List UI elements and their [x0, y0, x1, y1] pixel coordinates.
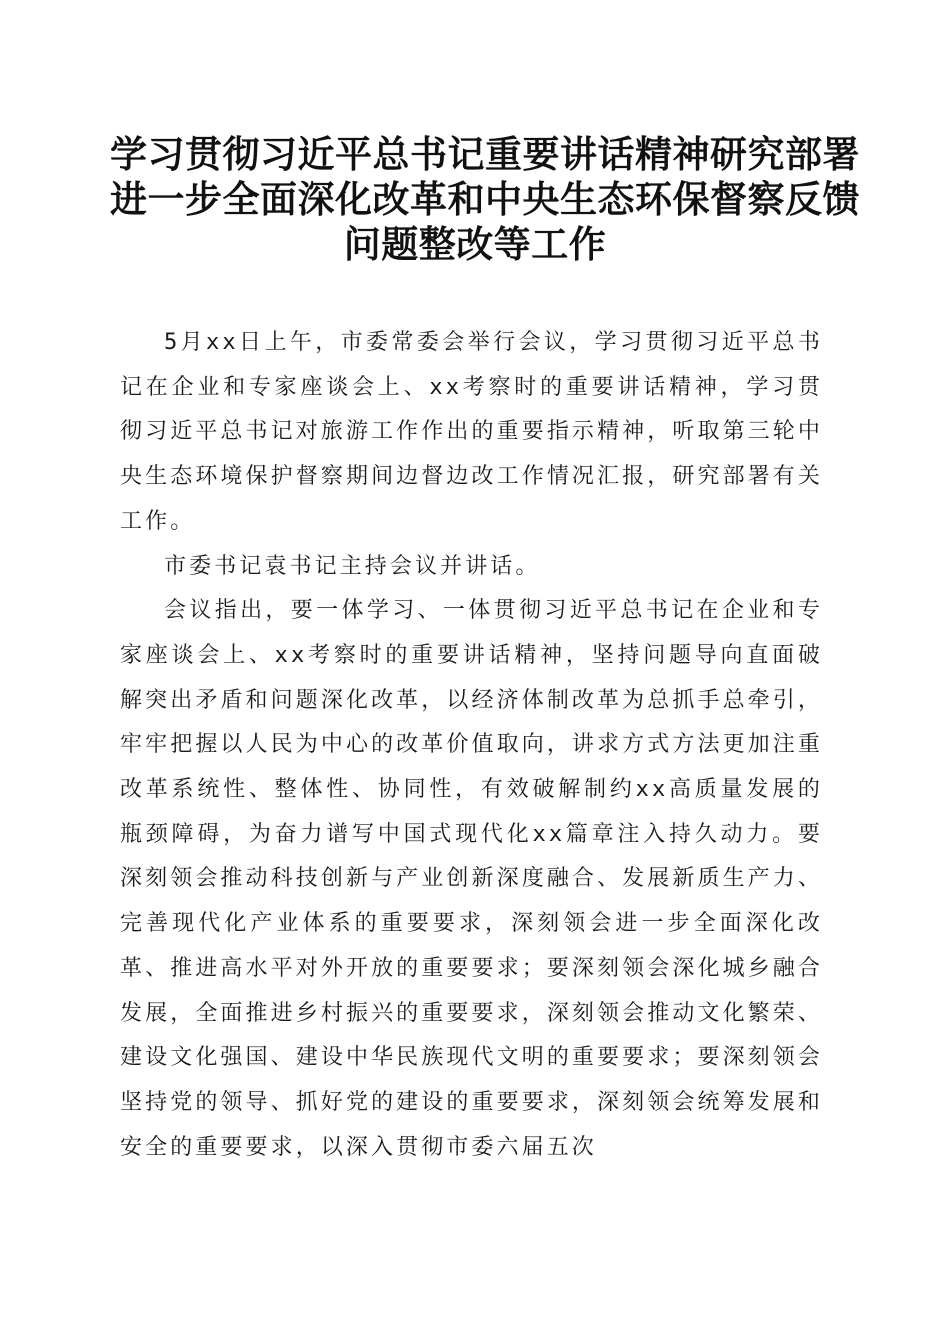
document-body: [120, 321, 823, 1170]
paragraph-chair: 市委书记袁书记主持会议并讲话。: [164, 553, 541, 579]
paragraph-meeting-points: 会议指出，要一体学习、一体贯彻习近平总书记在企业和专家座谈会上、xx考察时的重要讲话精神，坚持问题导向直面破解突出矛盾和问题深化改革，以经济体制改革为总抓手总牵引，牢牢把握以人民为中心的改革价值取向，讲求方式方法更加注重改革系统性、整体性、协同性，有效破解制约xx高质量发展的瓶颈障碍，为奋力谱写中国式现代化xx篇章注入持久动力。要深刻领会推动科技创新与产业创新深度融合、发展新质生产力、完善现代化产业体系的重要要求，深刻领会进一步全面深化改革、推进高水平对外开放的重要要求；要深刻领会深化城乡融合发展，全面推进乡村振兴的重要要求，深刻领会推动文化繁荣、建设文化强国、建设中华民族现代文明的重要要求；要深刻领会坚持党的领导、抓好党的建设的重要要求，深刻领会统筹发展和安全的重要要求，以深入贯彻市委六届五次: [120, 598, 823, 1160]
title-line-2: 进一步全面深化改革和中央生态环保督察反馈: [110, 177, 860, 221]
title-line-3: 问题整改等工作: [343, 222, 607, 266]
document-title: [110, 132, 860, 267]
paragraph-meeting-intro: 5月xx日上午，市委常委会举行会议，学习贯彻习近平总书记在企业和专家座谈会上、xx考察时的重要讲话精神，学习贯彻习近平总书记对旅游工作作出的重要指示精神，听取第三轮中央生态环境保护督察期间边督边改工作情况汇报，研究部署有关工作。: [120, 330, 823, 534]
title-line-1: 学习贯彻习近平总书记重要讲话精神研究部署: [110, 132, 860, 176]
